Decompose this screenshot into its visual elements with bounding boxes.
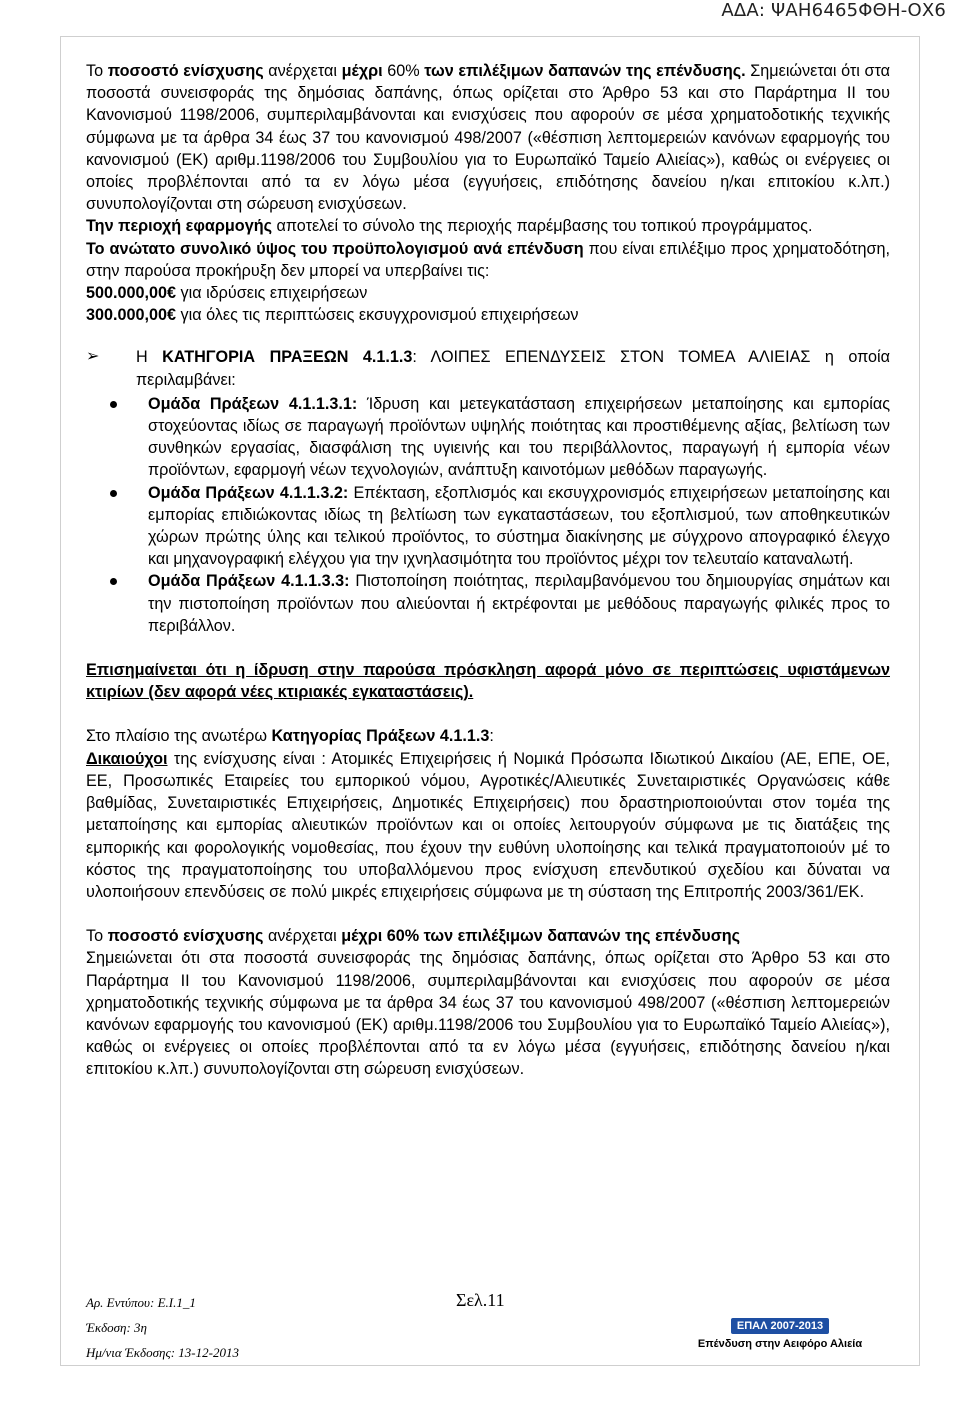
page-number: Σελ.11 [456, 1290, 505, 1310]
page-footer [86, 1290, 890, 1360]
amount-line-2 [86, 304, 890, 326]
text: ανέρχεται [263, 927, 342, 946]
paragraph-subsidy-rate [86, 60, 890, 215]
text: Στο πλαίσιο της ανωτέρω [86, 727, 272, 746]
document-body [86, 60, 890, 1081]
notice-paragraph [86, 659, 890, 703]
text-bold: Την περιοχή εφαρμογής [86, 217, 272, 236]
paragraph-subsidy-rate-2 [86, 925, 890, 947]
text-bold: των επιλέξιμων δαπανών της επένδυσης. [424, 62, 746, 80]
text: Σημειώνεται ότι στα ποσοστά συνεισφοράς της δημόσιας δαπάνης, όπως ορίζεται στο Άρθρο 53 και στο Παράρτημα ΙΙ του Κανονισμού 1198/2006, συμπεριλαμβάνονται και ενισχύσεις που αφορούν σε μέσα χρηματοδοτικής τεχνικής σύμφωνα με τα άρθρα 34 έως 37 του κανονισμού 498/2007 («θέσπιση λεπτομερειών κανόνων εφαρμογής του κανονισμού (ΕΚ) αριθμ.1198/2006 του Συμβουλίου για το Ευρωπαϊκό Ταμείο Αλιείας»), καθώς οι ενέργειες οι οποίες προβλέπονται από τα εν λόγω μέσα (εγγυήσεις, επιδότησης δανείου η/και επιτοκίου κ.λπ.) συνυπολογίζονται στη σώρευση ενισχύσεων. [86, 949, 890, 1079]
text: Ίδρυση και μετεγκατάσταση επιχειρήσεων μεταποίησης και εμπορίας στοχεύοντας ιδίως σε παραγωγή προϊόντων υψηλής ποιότητας και προστιθέμενης αξίας, βελτίωση των συνθηκών εργασίας, διασφάλιση της υγιεινής και του περιβάλλοντος, παραγωγή ή εμπορία νέων προϊόντων, εφαρμογή νέων τεχνολογιών, ανάπτυξη καινοτόμων μεθόδων παραγωγής. [148, 394, 890, 480]
text-bold-underline: Επισημαίνεται ότι η ίδρυση στην παρούσα πρόσκληση αφορά μόνο σε περιπτώσεις υφιστάμενων κτιρίων (δεν αφορά νέες κτιριακές εγκαταστάσεις). [86, 661, 890, 702]
paragraph-max-budget [86, 238, 890, 282]
list-item [106, 482, 890, 571]
amount-value: 500.000,00€ [86, 284, 177, 303]
category-heading [86, 346, 890, 390]
text-bold: ποσοστό ενίσχυσης [107, 62, 264, 80]
logo-subtitle: Επένδυση στην Αειφόρο Αλιεία [697, 1338, 863, 1350]
text: για όλες τις περιπτώσεις εκσυγχρονισμού επιχειρήσεων [176, 306, 579, 325]
text-bold: μέχρι 60% των επιλέξιμων δαπανών της επένδυσης [341, 927, 741, 946]
group-label: Ομάδα Πράξεων 4.1.1.3.3: [148, 572, 350, 591]
bullet-dot-icon [110, 490, 117, 497]
group-label: Ομάδα Πράξεων 4.1.1.3.2: [148, 483, 349, 502]
text: της ενίσχυσης είναι : Ατομικές Επιχειρήσεις ή Νομικά Πρόσωπα Ιδιωτικού Δικαίου (ΑΕ, ΕΠΕ, ΟΕ, ΕΕ, Προσωπικές Εταιρείες του εμπορικού νόμου, Αγροτικές/Αλιευτικές Συνεταιριστικές Οργανώσεις κάθε βαθμίδας, Συνεταιριστικές Επιχειρήσεις, Δημοτικές Επιχειρήσεις) που δραστηριοποιούνται στον τομέα της μεταποίησης και εμπορίας αλιευτικών προϊόντων και οι οποίες λειτουργούν σύμφωνα με τις διατάξεις της εμπορικής και φορολογικής νομοθεσίας, που έχουν την ευθύνη υλοποίησης και τελικά πραγματοποιούν μέ το κόστος της πραγματοποίησης του υποβαλλόμενου προς ενίσχυση επενδυτικού σχεδίου και δύναται να υλοποιήσουν επενδύσεις σε πολύ μικρές επιχειρήσεις σύμφωνα με τη σύσταση της Επιτροπής 2003/361/ΕΚ. [86, 749, 890, 901]
text: Σημειώνεται ότι στα ποσοστά συνεισφοράς της δημόσιας δαπάνης, όπως ορίζεται στο Άρθρο 53 και στο Παράρτημα ΙΙ του Κανονισμού 1198/2006, συμπεριλαμβάνονται και ενισχύσεις που αφορούν σε μέσα χρηματοδοτικής τεχνικής σύμφωνα με τα άρθρα 34 έως 37 του κανονισμού 498/2007 («θέσπιση λεπτομερειών κανόνων εφαρμογής του κανονισμού (ΕΚ) αριθμ.1198/2006 του Συμβουλίου για το Ευρωπαϊκό Ταμείο Αλιείας»), καθώς οι ενέργειες οι οποίες προβλέπονται από τα εν λόγω μέσα (εγγυήσεις, επιδότησης δανείου η/και επιτοκίου κ.λπ.) συνυπολογίζονται στη σώρευση ενισχύσεων. [86, 62, 890, 214]
text: Πιστοποίηση ποιότητας, περιλαμβανόμενου του δημιουργίας σημάτων και την πιστοποίηση προϊόντων που αλιεύονται ή εκτρέφονται με μεθόδους παραγωγής φιλικές προς το περιβάλλον. [148, 572, 891, 635]
text: αποτελεί το σύνολο της περιοχής παρέμβασης του τοπικού προγράμματος. [272, 217, 813, 236]
edition: Έκδοση: 3η [86, 1320, 148, 1335]
text-bold: μέχρι [341, 62, 383, 80]
edition-date: Ημ/νια Έκδοσης: 13-12-2013 [86, 1345, 239, 1360]
list-item [106, 393, 890, 482]
epal-logo [670, 1316, 890, 1350]
text: Η [136, 348, 163, 367]
text-bold: Κατηγορίας Πράξεων 4.1.1.3 [271, 727, 490, 746]
bullet-dot-icon [110, 578, 117, 585]
text: για ιδρύσεις επιχειρήσεων [176, 284, 368, 303]
text-bold: ΚΑΤΗΓΟΡΙΑ ΠΡΑΞΕΩΝ 4.1.1.3 [162, 348, 413, 367]
amount-value: 300.000,00€ [86, 306, 177, 325]
list-item [106, 570, 890, 637]
bullet-dot-icon [110, 401, 117, 408]
text-bold: Το ανώτατο συνολικό ύψος του προϋπολογισμού ανά επένδυση [86, 239, 584, 258]
text: : [489, 727, 494, 746]
paragraph-contribution-note [86, 947, 890, 1080]
group-label: Ομάδα Πράξεων 4.1.1.3.1: [148, 394, 358, 413]
logo-title: ΕΠΑΛ 2007-2013 [731, 1318, 829, 1334]
text-bold: ποσοστό ενίσχυσης [107, 927, 264, 946]
text: Επέκταση, εξοπλισμός και εκσυγχρονισμός επιχειρήσεων μεταποίησης και εμπορίας επιδιώκοντας ιδίως τη βελτίωση των εγκαταστάσεων, του εξοπλισμού, των αποθηκευτικών χώρων πρώτης ύλης και τελικού προϊόντος, το σύστημα διακίνησης με σύγχρονο απογραφικό έλεγχο και μηχανογραφική ελέγχου για την ιχνηλασιμότητα του προϊόντος μέχρι τον τελευταίο καταναλωτή. [148, 483, 891, 569]
paragraph-area [86, 215, 890, 237]
groups-list [106, 393, 890, 637]
arrow-bullet-icon: ➢ [86, 348, 100, 366]
form-number: Αρ. Εντύπου: Ε.Ι.1_1 [86, 1295, 196, 1310]
text: που είναι επιλέξιμο προς χρηματοδότηση, στην παρούσα προκήρυξη δεν μπορεί να υπερβαίνει τις: [86, 239, 890, 280]
text: Το [86, 927, 108, 946]
ada-code: ΑΔΑ: ΨΑΗ6465ΦΘΗ-ΟΧ6 [721, 0, 946, 21]
context-line [86, 725, 890, 747]
text: : ΛΟΙΠΕΣ ΕΠΕΝΔΥΣΕΙΣ ΣΤΟΝ ΤΟΜΕΑ ΑΛΙΕΙΑΣ η οποία περιλαμβάνει: [136, 348, 891, 389]
text: ανέρχεται [263, 62, 342, 80]
text-bold-underline: Δικαιούχοι [86, 749, 168, 768]
footer-meta [86, 1290, 239, 1365]
paragraph-beneficiaries [86, 748, 890, 903]
text: 60% [382, 62, 425, 80]
amount-line-1 [86, 282, 890, 304]
text: Το [86, 62, 108, 80]
